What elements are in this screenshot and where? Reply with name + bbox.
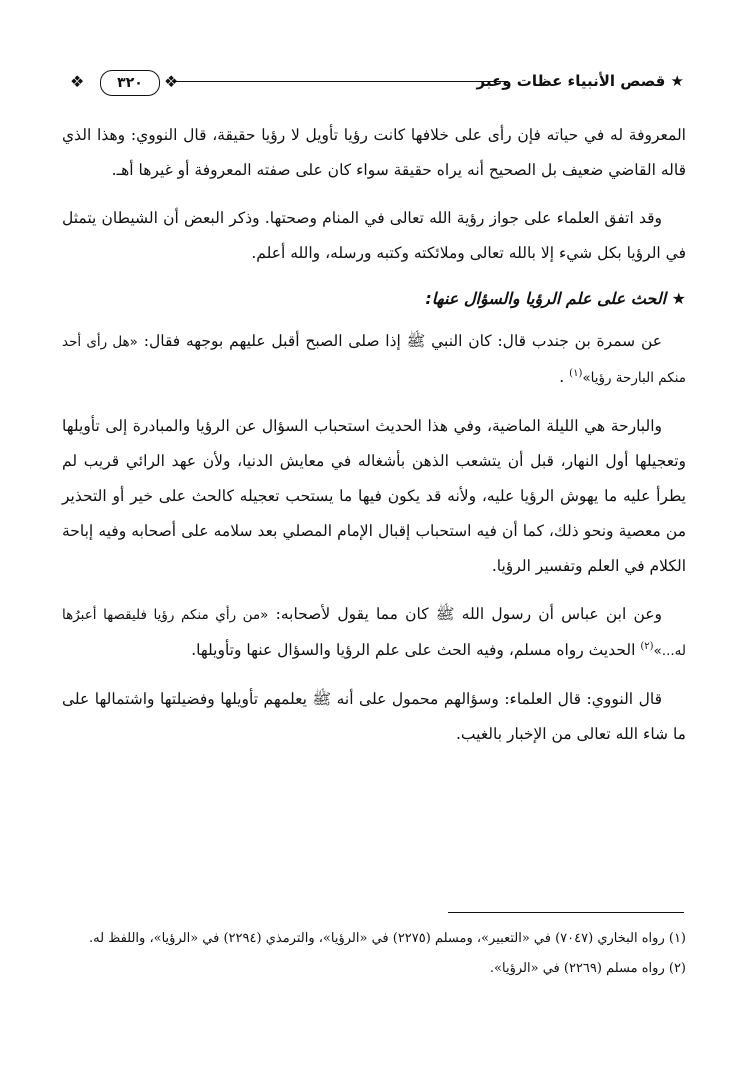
footnote-ref: (١) xyxy=(569,367,583,379)
book-title: قصص الأنبياء عظات وعبر xyxy=(476,72,666,90)
footnote-rule xyxy=(448,912,684,913)
footnote-ref: (٢) xyxy=(640,640,654,652)
section-heading: ★ الحث على علم الرؤيا والسؤال عنها: xyxy=(425,289,686,308)
header-rule xyxy=(172,81,508,82)
paragraph: وقد اتفق العلماء على جواز رؤية الله تعالى في المنام وصحتها. وذكر البعض أن الشيطان يتمثل في الرؤيا بكل شيء إلا بالله تعالى وملائكته وكتبه ورسله، والله أعلم. xyxy=(62,209,686,262)
footnotes xyxy=(62,926,686,986)
ornament-icon: ❖ xyxy=(164,72,179,91)
hadith-quote: «هل رأى أحد منكم البارحة رؤيا» xyxy=(62,334,686,386)
star-icon: ★ xyxy=(670,72,684,90)
paragraph: المعروفة له في حياته فإن رأى على خلافها كانت رؤيا تأويل لا رؤيا حقيقة، قال النووي: وهذا الذي قاله القاضي ضعيف بل الصحيح أنه يراه حقيقة سواء كان على صفته المعروفة أو غيرها أهـ. xyxy=(62,126,686,179)
paragraph-text: الحديث رواه مسلم، وفيه الحث على علم الرؤيا والسؤال عنها وتأويلها. xyxy=(191,641,636,659)
paragraph xyxy=(62,324,686,396)
ornament-icon: ❖ xyxy=(70,72,85,91)
hadith-quote: «من رأي منكم رؤيا فليقصها أعبرُها له...» xyxy=(62,607,686,659)
paragraph-end: . xyxy=(559,368,565,386)
page-number: ٣٢٠ xyxy=(100,70,160,96)
footnote: (١) رواه البخاري (٧٠٤٧) في «التعبير»، ومسلم (٢٢٧٥) في «الرؤيا»، والترمذي (٢٢٩٤) في «الرؤيا»، واللفظ له. xyxy=(89,931,686,946)
paragraph: والبارحة هي الليلة الماضية، وفي هذا الحديث استحباب السؤال عن الرؤيا والمبادرة إلى تأويلها وتعجيلها أول النهار، قبل أن يتشعب الذهن بأشغاله في معايش الدنيا، ولأن عهد الرائي قريب لم يطرأ عليه ما يهوش الرؤيا عليه، ولأنه قد يكون فيها ما يستحب تعجيله كالحث على خير أو التحذير من معصية ونحو ذلك، كما أن فيه استحباب إقبال الإمام المصلي بعد سلامه على أصحابه وفيه إباحة الكلام في العلم وتفسير الرؤيا. xyxy=(62,417,686,575)
paragraph: قال النووي: قال العلماء: وسؤالهم محمول على أنه ﷺ يعلمهم تأويلها وفضيلتها واشتمالها على ما شاء الله تعالى من الإخبار بالغيب. xyxy=(62,690,686,743)
paragraph-text: وعن ابن عباس أن رسول الله ﷺ كان مما يقول لأصحابه: xyxy=(275,605,662,623)
page-header xyxy=(64,70,684,110)
page-body xyxy=(62,118,686,765)
footnote: (٢) رواه مسلم (٢٢٦٩) في «الرؤيا». xyxy=(489,961,686,976)
paragraph-text: عن سمرة بن جندب قال: كان النبي ﷺ إذا صلى الصبح أقبل عليهم بوجهه فقال: xyxy=(143,332,662,350)
paragraph xyxy=(62,597,686,669)
